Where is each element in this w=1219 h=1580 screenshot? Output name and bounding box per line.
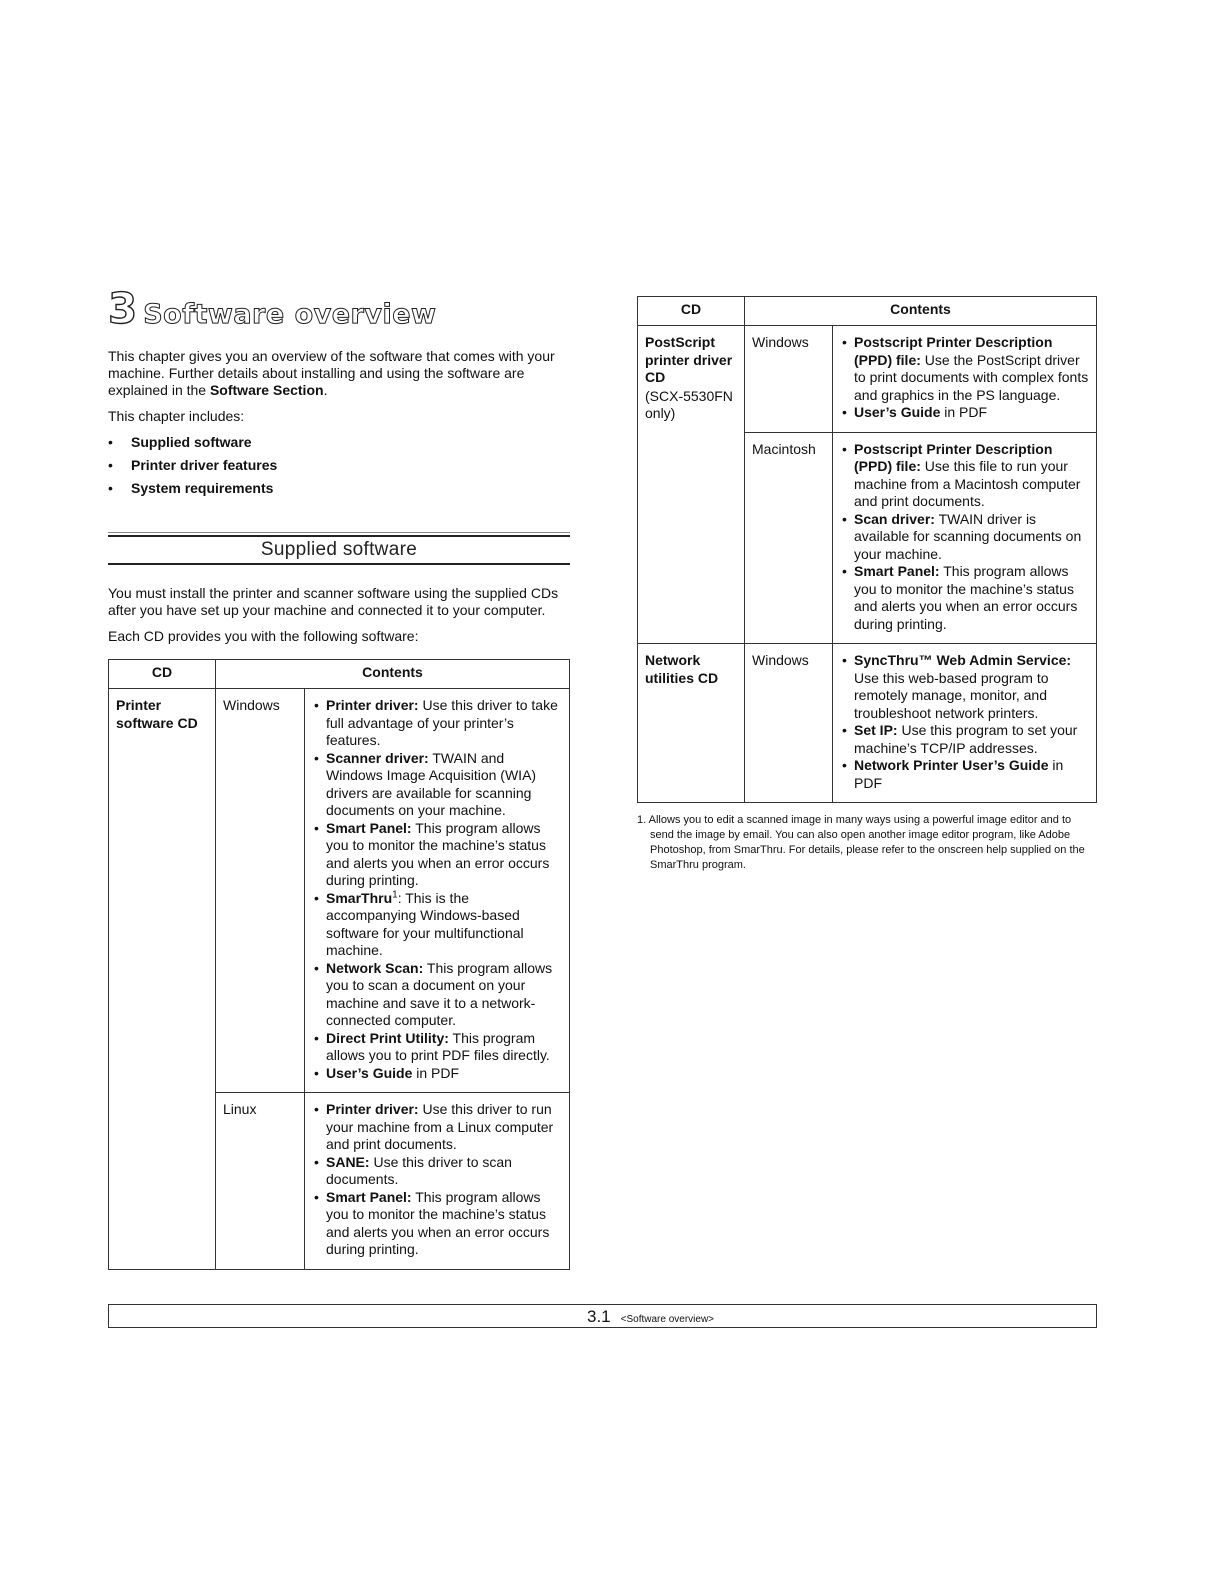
contents-cell	[833, 326, 1097, 433]
list-item: • User’s Guide in PDF	[840, 404, 1089, 422]
cd-note: (SCX-5530FN only)	[645, 387, 733, 421]
list-item: • Set IP: Use this program to set your machine’s TCP/IP addresses.	[840, 722, 1089, 757]
list-item: • Postscript Printer Description (PPD) file: Use the PostScript driver to print documents with complex fonts and graphics in the PS language.	[840, 334, 1089, 404]
contents-list	[312, 1101, 562, 1259]
chapter-title	[108, 284, 570, 333]
additional-cd-table	[637, 296, 1097, 803]
section-title: Supplied software	[260, 539, 418, 560]
page-footer	[108, 1304, 1097, 1328]
list-item: • Scan driver: TWAIN driver is available for scanning documents on your machine.	[840, 511, 1089, 564]
page-label: <Software overview>	[620, 1314, 715, 1325]
table-row	[638, 326, 1097, 433]
os-cell: Windows	[745, 326, 833, 433]
table-header-contents: Contents	[216, 660, 570, 689]
os-cell: Windows	[216, 689, 305, 1093]
right-column	[637, 296, 1097, 873]
table-header-cd: CD	[638, 297, 745, 326]
chapter-heading: Software overview	[143, 299, 437, 330]
cd-name-cell: Printer software CD	[109, 689, 216, 1270]
footnote: 1. Allows you to edit a scanned image in many ways using a powerful image editor and to send the image by email. You can also open another image editor program, like Adobe Photoshop, from SmarThru. For details, please refer to the onscreen help supplied on the SmarThru program.	[637, 814, 1085, 871]
list-item: • Postscript Printer Description (PPD) file: Use this file to run your machine from a Macintosh computer and print documents.	[840, 441, 1089, 511]
contents-cell	[305, 689, 570, 1093]
os-cell: Linux	[216, 1093, 305, 1270]
list-item: • Scanner driver: TWAIN and Windows Image Acquisition (WIA) drivers are available for scanning documents on your machine.	[312, 750, 562, 820]
cd-name-cell: Network utilities CD	[638, 644, 745, 803]
table-header-cd: CD	[109, 660, 216, 689]
list-item: • Smart Panel: This program allows you to monitor the machine’s status and alerts you when an error occurs during printing.	[312, 820, 562, 890]
table-row	[109, 689, 570, 1093]
intro-paragraph: This chapter gives you an overview of the software that comes with your machine. Further details about installing and using the software are explained in the Software Section.	[108, 348, 555, 398]
list-item: • Printer driver features	[108, 457, 278, 473]
section-heading	[108, 535, 570, 565]
list-item: • System requirements	[108, 480, 274, 496]
contents-cell	[833, 432, 1097, 644]
list-item: • SmarThru$^1$: This is the accompanying Windows-based software for your multifunctional machine.	[312, 890, 562, 960]
printer-cd-table	[108, 659, 570, 1270]
contents-list	[840, 652, 1089, 792]
list-item: • SyncThru™ Web Admin Service: Use this web-based program to remotely manage, monitor, and troubleshoot network printers.	[840, 652, 1089, 722]
footnote-ref: 1	[392, 888, 398, 900]
contents-cell	[305, 1093, 570, 1270]
section-paragraph: Each CD provides you with the following software:	[108, 628, 419, 644]
software-section-ref: Software Section	[209, 382, 324, 398]
cd-name-cell: PostScript printer driver CD (SCX-5530FN only)	[638, 326, 745, 644]
includes-list	[108, 434, 570, 497]
os-cell: Windows	[745, 644, 833, 803]
contents-cell	[833, 644, 1097, 803]
list-item: • Direct Print Utility: This program allows you to print PDF files directly.	[312, 1030, 562, 1065]
list-item: • Network Scan: This program allows you to scan a document on your machine and save it to a network-connected computer.	[312, 960, 562, 1030]
contents-list	[840, 334, 1089, 422]
includes-label: This chapter includes:	[108, 408, 245, 424]
section-paragraph: You must install the printer and scanner software using the supplied CDs after you have set up your machine and connected it to your computer.	[108, 585, 559, 618]
list-item: • Supplied software	[108, 434, 252, 450]
list-item: • Printer driver: Use this driver to run your machine from a Linux computer and print documents.	[312, 1101, 562, 1154]
page-number: 3.1	[587, 1307, 611, 1326]
table-header-contents: Contents	[745, 297, 1097, 326]
list-item: • Network Printer User’s Guide in PDF	[840, 757, 1089, 792]
contents-list	[312, 697, 562, 1082]
list-item: • User’s Guide in PDF	[312, 1065, 562, 1083]
contents-list	[840, 441, 1089, 634]
table-row	[638, 644, 1097, 803]
list-item: • Smart Panel: This program allows you to monitor the machine’s status and alerts you when an error occurs during printing.	[840, 563, 1089, 633]
chapter-number: 3	[108, 284, 138, 333]
list-item: • SANE: Use this driver to scan documents.	[312, 1154, 562, 1189]
list-item: • Printer driver: Use this driver to take full advantage of your printer’s features.	[312, 697, 562, 750]
list-item: • Smart Panel: This program allows you to monitor the machine’s status and alerts you when an error occurs during printing.	[312, 1189, 562, 1259]
left-column	[108, 284, 570, 1270]
os-cell: Macintosh	[745, 432, 833, 644]
